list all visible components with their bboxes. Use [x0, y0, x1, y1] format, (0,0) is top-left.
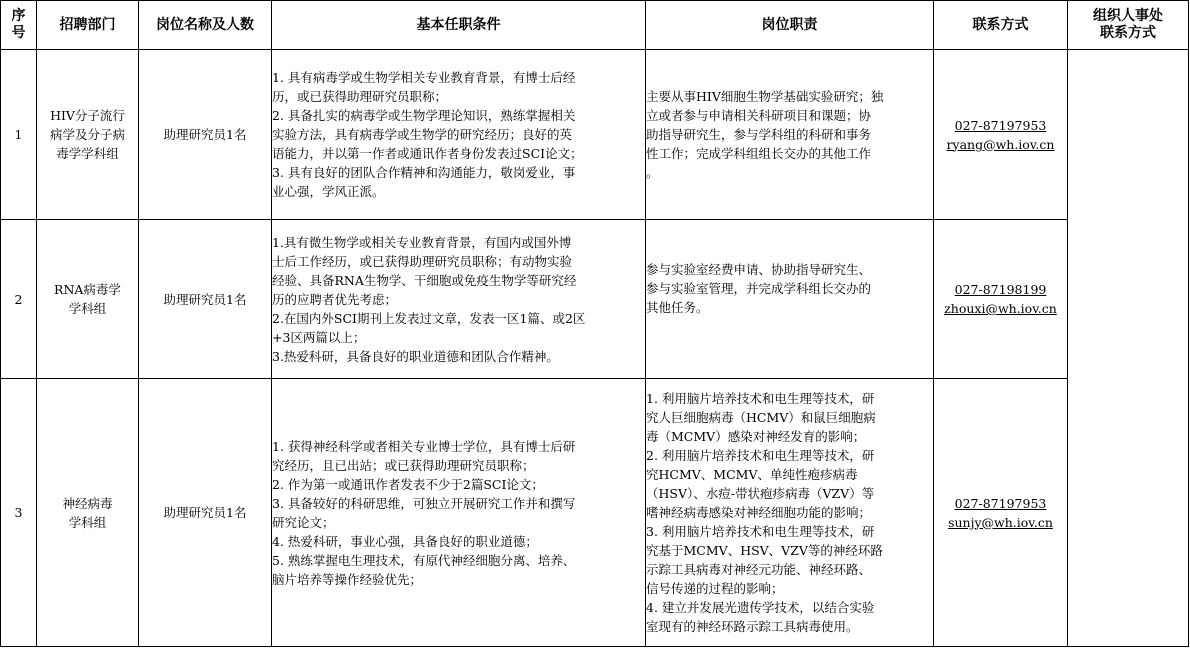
phone-link[interactable]: 027-87197953 — [954, 117, 1047, 133]
row-seq: 2 — [1, 220, 37, 379]
row-dept: 神经病毒 学科组 — [37, 379, 139, 647]
phone-link[interactable]: 027-87198199 — [954, 282, 1047, 297]
email-link[interactable]: sunjy@wh.iov.cn — [948, 514, 1053, 530]
header-position: 岗位名称及人数 — [139, 1, 272, 50]
row-position: 助理研究员1名 — [139, 50, 272, 220]
email-link[interactable]: zhouxi@wh.iov.cn — [944, 301, 1057, 316]
phone-link[interactable]: 027-87197953 — [954, 495, 1047, 511]
row-dept: RNA病毒学 学科组 — [37, 220, 139, 379]
hr-contact-cell — [1068, 50, 1189, 647]
row-requirements: 1.具有微生物学或相关专业教育背景，有国内或国外博 士后工作经历，或已获得助理研究员职称；有动物实验 经验、具备RNA生物学、干细胞或免疫生物学等研究经 历的应聘者优先考虑； 2.在国内外SCI期刊上发表过文章，发表一区1篇、或2区 +3区两篇以上； 3.热爱科研，具备良好的职业道德和团队合作精神。 — [272, 220, 646, 379]
row-duties: 主要从事HIV细胞生物学基础实验研究；独 立或者参与申请相关科研项目和课题；协 助指导研究生，参与学科组的科研和事务 性工作；完成学科组组长交办的其他工作 。 — [646, 50, 934, 220]
header-seq: 序 号 — [1, 1, 37, 50]
row-dept: HIV分子流行 病学及分子病 毒学学科组 — [37, 50, 139, 220]
table-row — [1, 50, 1189, 220]
row-position: 助理研究员1名 — [139, 379, 272, 647]
table-row — [1, 379, 1189, 647]
header-requirements: 基本任职条件 — [272, 1, 646, 50]
row-requirements: 1. 具有病毒学或生物学相关专业教育背景，有博士后经 历，或已获得助理研究员职称； 2. 具备扎实的病毒学或生物学理论知识，熟练掌握相关 实验方法，具有病毒学或生物学的研究经历；良好的英 语能力，并以第一作者或通讯作者身份发表过SCI论文； 3. 具有良好的团队合作精神和沟通能力，敬岗爱业，事 业心强，学风正派。 — [272, 50, 646, 220]
row-duties: 1. 利用脑片培养技术和电生理等技术，研 究人巨细胞病毒（HCMV）和鼠巨细胞病 毒（MCMV）感染对神经发育的影响； 2. 利用脑片培养技术和电生理等技术，研 究HCMV、MCMV、单纯性疱疹病毒 （HSV）、水痘-带状疱疹病毒（VZV）等 嗜神经病毒感染对神经细胞功能的影响； 3. 利用脑片培养技术和电生理等技术，研 究基于MCMV、HSV、VZV等的神经环路 示踪工具病毒对神经元功能、神经环路、 信号传递的过程的影响； 4. 建立并发展光遗传学技术，以结合实验 室现有的神经环路示踪工具病毒使用。 — [646, 379, 934, 647]
row-contact — [934, 50, 1068, 220]
row-position: 助理研究员1名 — [139, 220, 272, 379]
row-contact — [934, 379, 1068, 647]
header-hr-contact: 组织人事处 联系方式 — [1068, 1, 1189, 50]
row-requirements: 1. 获得神经科学或者相关专业博士学位，具有博士后研 究经历，且已出站；或已获得助理研究员职称； 2. 作为第一或通讯作者发表不少于2篇SCI论文； 3. 具备较好的科研思维，可独立开展研究工作并和撰写 研究论文； 4. 热爱科研，事业心强，具备良好的职业道德； 5. 熟练掌握电生理技术，有原代神经细胞分离、培养、 脑片培养等操作经验优先； — [272, 379, 646, 647]
row-seq: 3 — [1, 379, 37, 647]
row-duties: 参与实验室经费申请、协助指导研究生、 参与实验室管理，并完成学科组长交办的 其他任务。 — [646, 220, 934, 379]
table-row — [1, 220, 1189, 379]
row-seq: 1 — [1, 50, 37, 220]
header-dept: 招聘部门 — [37, 1, 139, 50]
row-contact — [934, 220, 1068, 379]
header-duties: 岗位职责 — [646, 1, 934, 50]
header-contact: 联系方式 — [934, 1, 1068, 50]
header-row — [1, 1, 1189, 50]
email-link[interactable]: ryang@wh.iov.cn — [946, 136, 1055, 152]
